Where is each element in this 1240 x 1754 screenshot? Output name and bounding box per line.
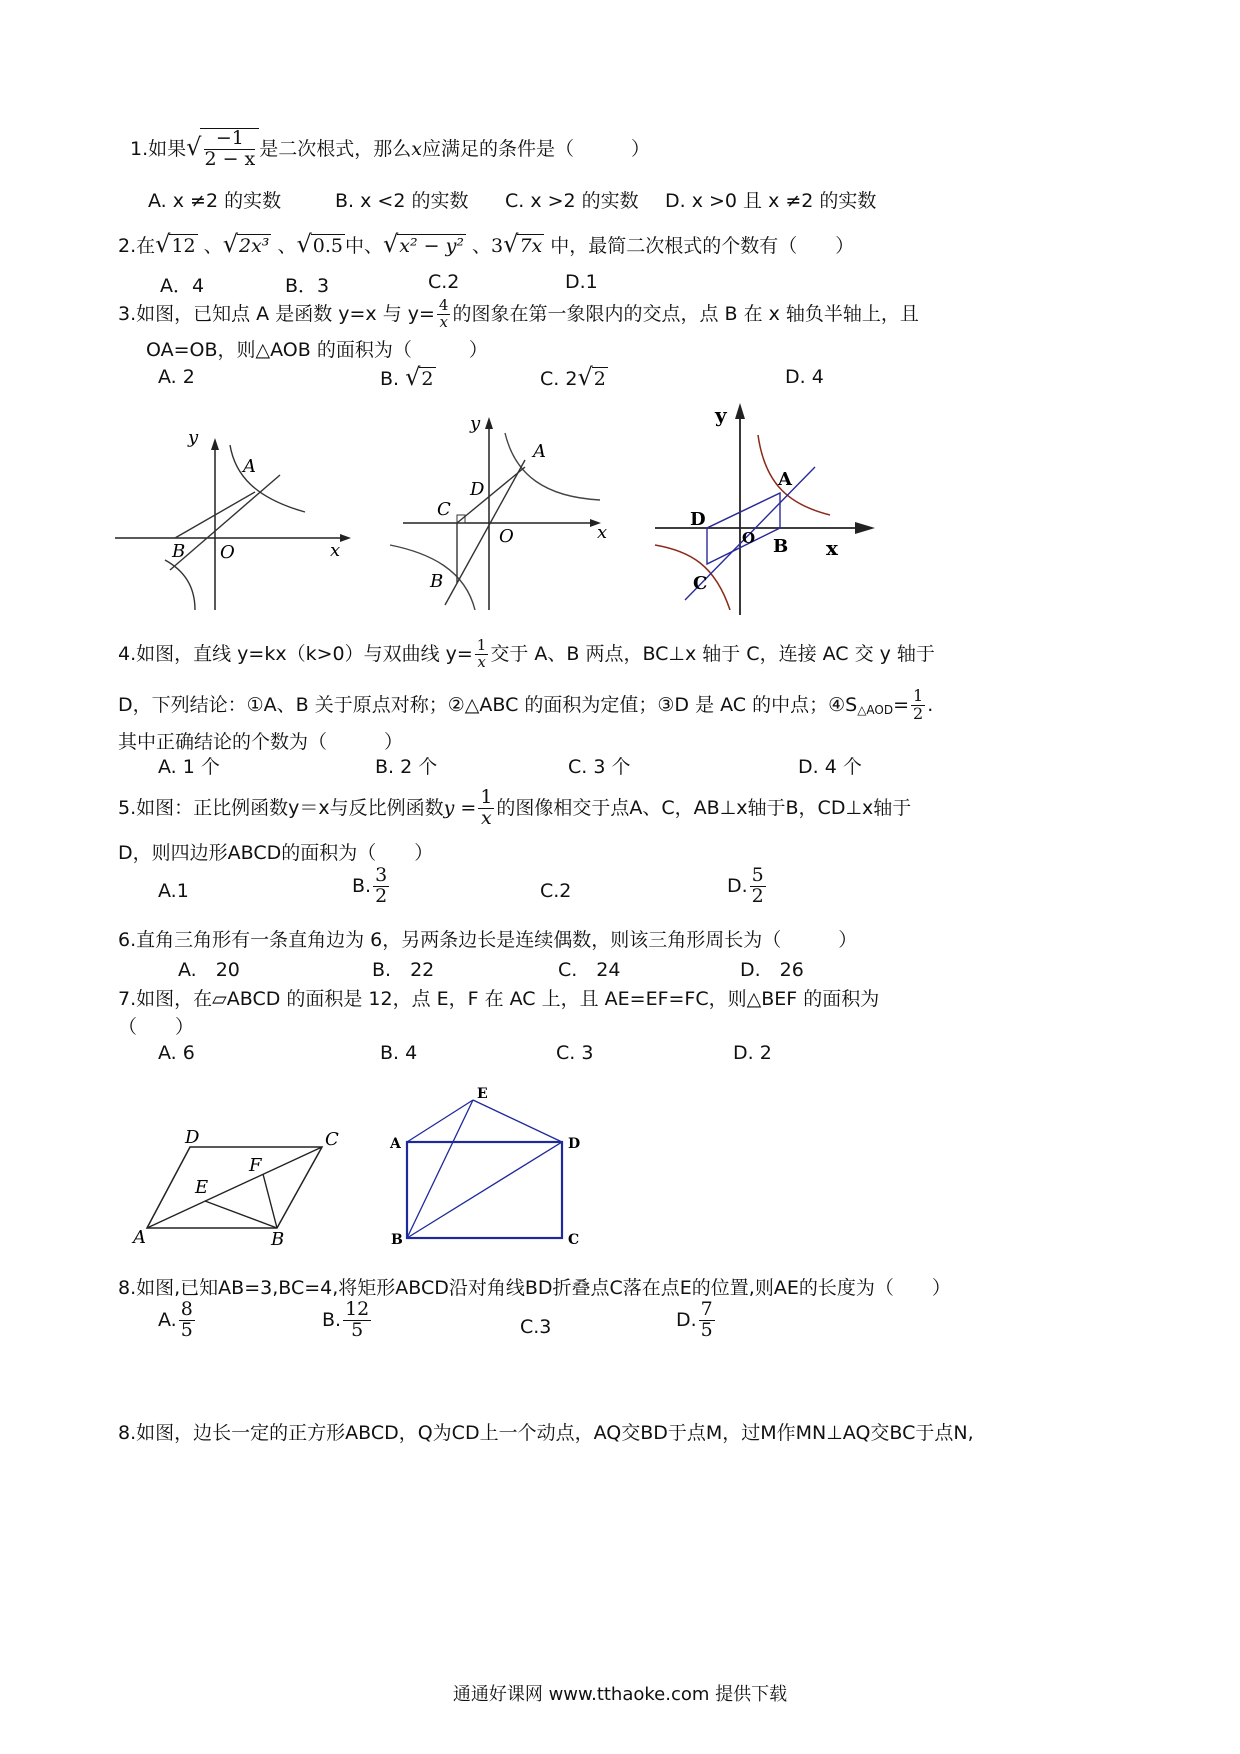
q1-option-a: A. x ≠2 的实数 [148,190,282,212]
q1-option-c: C. x >2 的实数 [505,190,639,212]
q8a-d-den: 5 [700,1318,713,1341]
radical-sign: √ [155,230,171,258]
q4-frac-den: x [477,652,486,671]
label-a: A [390,1136,401,1152]
q1-var: x [411,137,422,160]
q7-option-a: A. 6 [158,1042,195,1064]
q5-line2: D，则四边形ABCD的面积为（ ） [118,842,434,864]
label-y: y [188,427,199,448]
q7-line1: 7.如图，在▱ABCD 的面积是 12，点 E，F 在 AC 上，且 AE=EF=FC，则△BEF 的面积为 [118,988,880,1010]
label-c: C [568,1232,580,1248]
q3-option-d: D. 4 [785,366,824,388]
q8a-b-num: 12 [345,1298,370,1320]
x-axis-arrow [340,534,351,542]
label-a: A [778,469,792,490]
radical-sign: √ [577,363,593,391]
q3-line1 [118,298,919,331]
q6-option-a: A. 20 [178,959,240,981]
q3-option-c [540,363,608,391]
q4-option-c: C. 3 个 [568,756,631,778]
q1-rad-den: 2 − x [204,147,256,170]
label-e: E [477,1086,488,1102]
q7-line2: （ ） [118,1016,195,1038]
q8a-a-den: 5 [180,1318,193,1341]
label-c: C [693,573,708,594]
q2-option-c: C.2 [428,271,460,293]
q4-frac-num: 1 [476,636,487,654]
q2-option-a: A．4 [160,275,205,297]
q8a-option-c: C.3 [520,1316,552,1338]
q3-frac-den: x [439,312,448,331]
label-b: B [172,541,186,562]
label-c: C [437,499,451,520]
q6-option-c: C. 24 [558,959,621,981]
label-x: x [597,522,608,543]
q8a-option-d-label: D. [676,1308,697,1331]
label-b: B [773,536,789,557]
figure-1 [115,420,355,615]
q3-line1-b: 的图象在第一象限内的交点，点 B 在 x 轴负半轴上，且 [452,302,919,325]
q6-line1: 6.直角三角形有一条直角边为 6，另两条边长是连续偶数，则该三角形周长为（ ） [118,929,858,951]
label-o: O [742,529,756,547]
q4-line2-b: = [893,693,910,716]
label-a: A [243,456,256,477]
radical-sign: √ [383,230,399,258]
q6-option-d: D. 26 [740,959,804,981]
q3-line1-a: 3.如图，已知点 A 是函数 y=x 与 y= [118,302,435,325]
q3-option-a: A. 2 [158,366,195,388]
q2-suffix: 中，最简二次根式的个数有（ ） [550,235,855,257]
q8a-d-num: 7 [700,1298,713,1320]
y-axis-arrow [211,438,219,450]
segment-da [707,493,780,528]
q2-sep3: 、 [472,235,492,257]
y-axis-arrow [735,403,745,419]
label-a: A [133,1227,146,1248]
q5-d-num: 5 [751,864,764,886]
q1-rad-num: −1 [204,129,255,150]
q2-prefix: 2.在 [118,235,156,257]
q4-line3: 其中正确结论的个数为（ ） [118,731,404,753]
radical-sign: √ [503,230,519,258]
q8a-option-b [322,1300,373,1341]
q4-line2-sub: △AOD [857,702,894,717]
segment-ed [473,1100,562,1142]
q7-option-c: C. 3 [556,1042,594,1064]
q5-frac-den: x [481,806,492,829]
q8a-option-b-label: B. [322,1308,342,1331]
q5-option-a: A.1 [158,880,189,902]
q1-mid: 是二次根式，那么 [259,137,412,160]
label-o: O [220,542,235,563]
q3-frac-num: 4 [438,296,449,314]
q1-option-d: D. x >0 且 x ≠2 的实数 [665,190,877,212]
q4-line1-b: 交于 A、B 两点，BC⊥x 轴于 C，连接 AC 交 y 轴于 [490,642,935,665]
label-o: O [499,526,514,547]
figure-5 [385,1080,650,1260]
q5-option-d-label: D. [727,874,748,897]
q7-option-d: D. 2 [733,1042,772,1064]
q7-option-b: B. 4 [380,1042,418,1064]
q2-r5: 7x [519,235,543,257]
q2-mid: 中、 [344,235,383,257]
q1-suffix: 应满足的条件是（ ） [421,137,650,160]
q5-y-eq: y = [443,796,477,819]
q8a-option-d [676,1300,717,1341]
q2-r3: 0.5 [312,235,343,257]
q3-line2: OA=OB，则△AOB 的面积为（ ） [146,339,488,361]
hyperbola-branch-1 [230,445,305,512]
q4-line2-c: . [927,693,934,716]
segment-ca [457,467,525,523]
x-axis-arrow [855,522,875,534]
q2-option-d: D.1 [565,271,598,293]
q1-prefix: 1.如果 [130,137,187,160]
q4-line2-frac-den: 2 [913,703,924,723]
q3-option-c-label: C. 2 [540,368,578,390]
label-d: D [568,1136,581,1152]
q5-frac-num: 1 [480,786,493,808]
q2-r4: x² − y² [399,235,464,257]
figure-3 [650,395,895,620]
q8a-b-den: 5 [351,1318,364,1341]
q5-b-num: 3 [375,864,388,886]
figure-2 [385,405,620,615]
hyperbola-branch-1 [758,435,830,515]
label-d: D [470,479,485,500]
diagonal-ac [147,1147,322,1228]
label-x: x [826,536,838,560]
q5-line1 [118,788,911,829]
q2-sep1: 、 [203,235,223,257]
q2-stem [118,230,854,258]
q5-d-den: 2 [751,884,764,907]
radical-sign: √ [186,132,202,161]
q5-b-den: 2 [375,884,388,907]
footer-credit: 通通好课网 www.tthaoke.com 提供下载 [452,1684,788,1705]
q4-line2 [118,688,933,723]
y-axis-arrow [485,417,493,429]
radical-sign: √ [296,230,312,258]
q8a-a-num: 8 [180,1298,193,1320]
q4-option-d: D. 4 个 [798,756,862,778]
q3-option-b [380,363,436,391]
label-y: y [715,403,727,427]
label-c: C [325,1129,339,1150]
q6-option-b: B. 22 [372,959,435,981]
q4-line1 [118,638,935,671]
label-e: E [195,1177,209,1198]
radical-sign: √ [222,230,238,258]
q3-option-b-label: B. [380,368,400,390]
q2-option-b: B．3 [285,275,330,297]
q5-line1-b: 的图像相交于点A、C，AB⊥x轴于B，CD⊥x轴于 [496,796,912,819]
figure-4 [125,1125,355,1250]
q8b-line1: 8.如图，边长一定的正方形ABCD，Q为CD上一个动点，AQ交BD于点M，过M作MN⊥AQ交BC于点N, [118,1422,974,1444]
q5-option-d [727,866,768,907]
label-d: D [690,509,706,530]
q4-option-b: B. 2 个 [375,756,438,778]
q2-coef: 3 [491,235,504,257]
segment-eb [205,1201,277,1228]
q8a-line1: 8.如图,已知AB=3,BC=4,将矩形ABCD沿对角线BD折叠点C落在点E的位置,则AE的长度为（ ） [118,1277,951,1299]
q2-r2: 2x³ [238,235,270,257]
label-b: B [430,571,444,592]
q3-option-b-rad: 2 [421,368,434,390]
q1-stem [130,128,650,170]
q4-option-a: A. 1 个 [158,756,220,778]
q3-option-c-rad: 2 [593,368,606,390]
hyperbola-branch-1 [505,433,600,500]
radical-sign: √ [405,363,421,391]
q5-option-b-label: B. [352,874,372,897]
q5-option-c: C.2 [540,880,572,902]
label-d: D [185,1127,200,1148]
q4-line1-a: 4.如图，直线 y=kx（k>0）与双曲线 y= [118,642,473,665]
q4-line2-a: D，下列结论：①A、B 关于原点对称；②△ABC 的面积为定值；③D 是 AC 的中点；④S [118,693,858,716]
segment-fb [263,1174,277,1228]
q2-sep2: 、 [277,235,297,257]
q4-line2-frac-num: 1 [913,686,924,705]
q1-option-b: B. x <2 的实数 [335,190,469,212]
label-b: B [271,1229,285,1250]
q2-r1: 12 [171,235,196,257]
q5-option-b [352,866,391,907]
hyperbola-branch-3 [165,560,195,610]
label-y: y [470,413,481,434]
q8a-option-a [158,1300,197,1341]
label-x: x [330,540,341,561]
label-f: F [249,1155,262,1176]
label-a: A [533,441,546,462]
q5-line1-a: 5.如图：正比例函数y＝x与反比例函数 [118,796,444,819]
q1-radicand [200,128,259,170]
label-b: B [391,1232,403,1248]
q8a-option-a-label: A. [158,1308,177,1331]
